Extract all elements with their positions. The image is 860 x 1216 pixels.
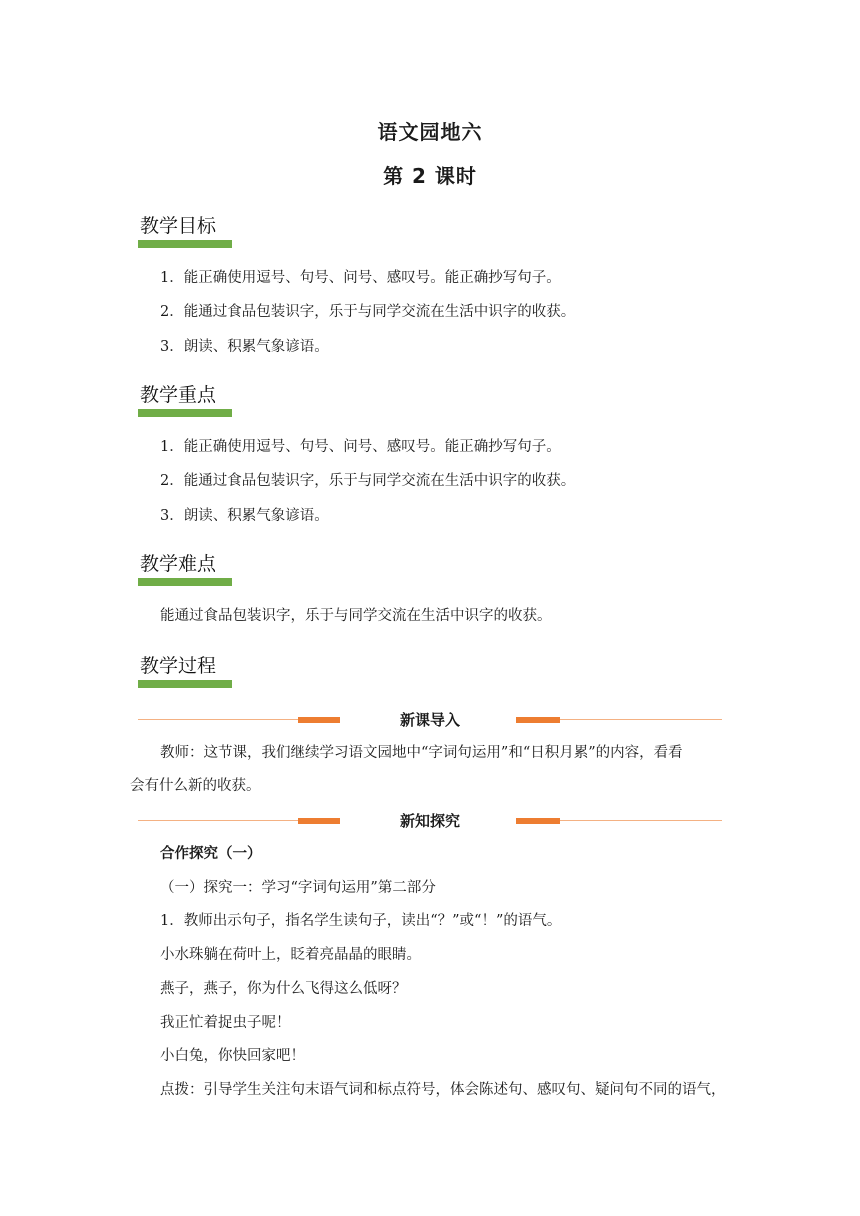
goal-item: 2．能通过食品包装识字，乐于与同学交流在生活中识字的收获。 <box>160 304 576 320</box>
page-subtitle: 第 2 课时 <box>383 164 477 188</box>
section-heading-label: 教学难点 <box>140 553 217 575</box>
goal-item: 1．能正确使用逗号、句号、问号、感叹号。能正确抄写句子。 <box>160 270 561 286</box>
keypoint-item: 2．能通过食品包装识字，乐于与同学交流在生活中识字的收获。 <box>160 473 576 489</box>
divider-explore <box>138 811 722 831</box>
intro-text-line: 教师：这节课，我们继续学习语文园地中“字词句运用”和“日积月累”的内容，看看 <box>160 745 683 761</box>
section-heading-difficulty <box>138 552 238 586</box>
section-heading-label: 教学目标 <box>140 215 217 237</box>
explore-subheading: 合作探究（一） <box>160 846 262 862</box>
heading-underline <box>138 409 232 417</box>
example-sentence: 我正忙着捉虫子呢！ <box>160 1015 291 1031</box>
difficulty-text: 能通过食品包装识字，乐于与同学交流在生活中识字的收获。 <box>160 608 552 624</box>
example-sentence: 小白兔，你快回家吧！ <box>160 1048 305 1064</box>
heading-underline <box>138 680 232 688</box>
heading-underline <box>138 240 232 248</box>
explore-step: （一）探究一：学习“字词句运用”第二部分 <box>160 880 436 896</box>
page-title: 语文园地六 <box>377 120 483 144</box>
divider-intro <box>138 710 722 730</box>
section-heading-label: 教学重点 <box>140 384 217 406</box>
example-sentence: 燕子，燕子，你为什么飞得这么低呀？ <box>160 981 407 997</box>
tip-text: 点拨：引导学生关注句末语气词和标点符号，体会陈述句、感叹句、疑问句不同的语气， <box>160 1082 726 1098</box>
example-sentence: 小水珠躺在荷叶上，眨着亮晶晶的眼睛。 <box>160 947 421 963</box>
keypoint-item: 3．朗读、积累气象谚语。 <box>160 508 329 524</box>
section-heading-label: 教学过程 <box>140 655 217 677</box>
section-heading-keypoints <box>138 383 238 417</box>
divider-label: 新课导入 <box>399 711 460 729</box>
goal-item: 3．朗读、积累气象谚语。 <box>160 339 329 355</box>
heading-underline <box>138 578 232 586</box>
keypoint-item: 1．能正确使用逗号、句号、问号、感叹号。能正确抄写句子。 <box>160 439 561 455</box>
section-heading-goals <box>138 214 238 248</box>
divider-label: 新知探究 <box>399 812 460 830</box>
explore-instruction: 1．教师出示句子，指名学生读句子，读出“？”或“！”的语气。 <box>160 913 562 929</box>
section-heading-process <box>138 654 238 688</box>
intro-text-line: 会有什么新的收获。 <box>130 778 261 794</box>
